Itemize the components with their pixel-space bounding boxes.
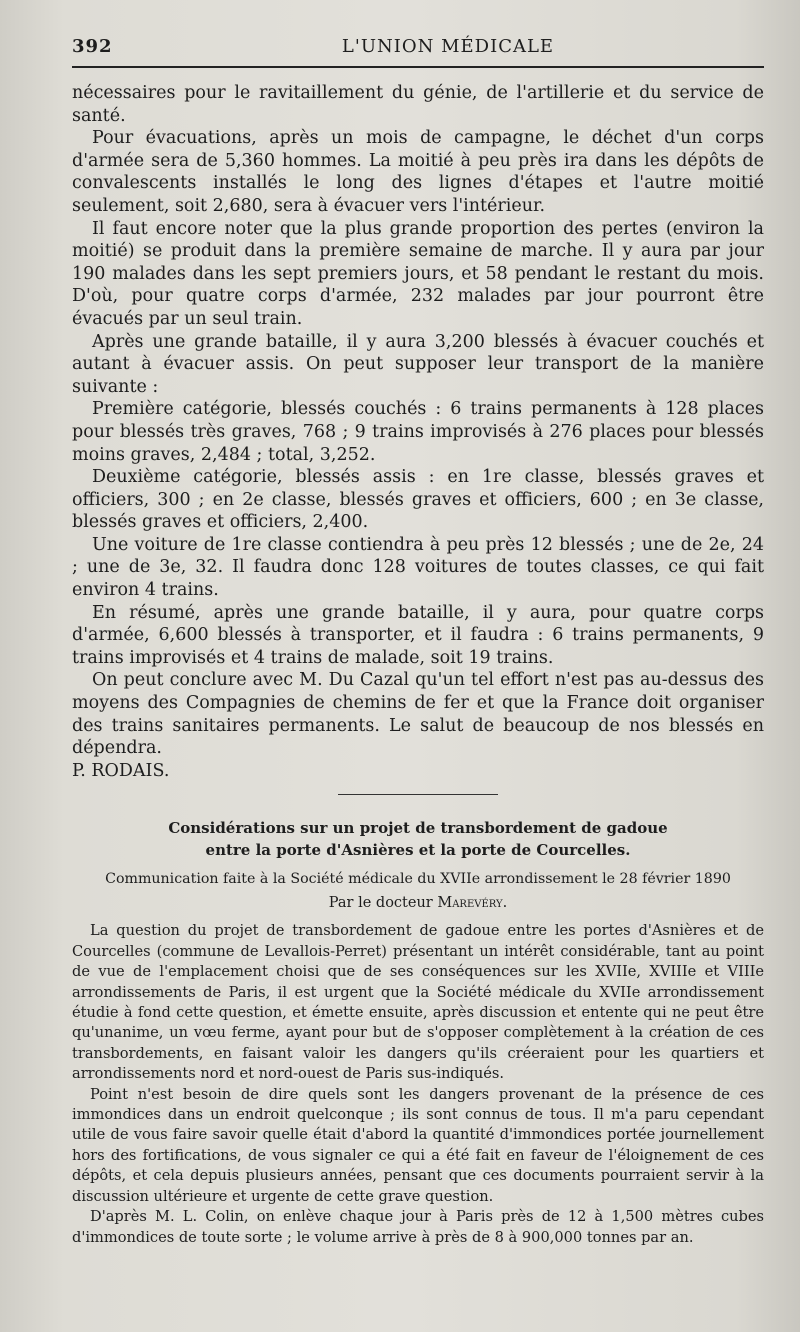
article-text	[72, 921, 764, 1248]
author-prefix: Par le docteur	[328, 895, 433, 912]
article-title-line-2: entre la porte d'Asnières et la porte de Courcelles.	[205, 841, 631, 860]
article-title-line-1: Considérations sur un projet de transbordement de gadoue	[168, 819, 668, 838]
section-separator	[338, 794, 498, 795]
author-name: Marevéry.	[437, 895, 508, 912]
page-number: 392	[72, 36, 113, 57]
author-signature: P. RODAIS.	[72, 760, 170, 781]
article-author	[72, 893, 764, 913]
paragraph: nécessaires pour le ravitaillement du génie, de l'artillerie et du service de santé.	[72, 83, 764, 126]
journal-title: L'UNION MÉDICALE	[341, 36, 555, 57]
paragraph: En résumé, après une grande bataille, il y aura, pour quatre corps d'armée, 6,600 blessés à transporter, et il faudra : 6 trains permanents, 9 trains improvisés et 4 trains de malade, soit 19 trains.	[72, 602, 764, 668]
previous-article-text	[72, 82, 764, 782]
header-rule	[72, 66, 764, 68]
paragraph: Après une grande bataille, il y aura 3,200 blessés à évacuer couchés et autant à évacuer assis. On peut supposer leur transport de la manière suivante :	[72, 331, 764, 397]
paragraph: Deuxième catégorie, blessés assis : en 1re classe, blessés graves et officiers, 300 ; en 2e classe, blessés graves et officiers, 600 ; en 3e classe, blessés graves et officiers, 2,400.	[72, 467, 764, 533]
paragraph: D'après M. L. Colin, on enlève chaque jour à Paris près de 12 à 1,500 mètres cubes d'immondices de toute sorte ; le volume arrive à près de 8 à 900,000 tonnes par an.	[72, 1208, 764, 1246]
running-head	[72, 30, 764, 62]
paragraph: Il faut encore noter que la plus grande proportion des pertes (environ la moitié) se produit dans la première semaine de marche. Il y aura par jour 190 malades dans les sept premiers jours, et 58 pendant le restant du mois. D'où, pour quatre corps d'armée, 232 malades par jour pourront être évacués par un seul train.	[72, 218, 764, 329]
paragraph: La question du projet de transbordement de gadoue entre les portes d'Asnières et de Courcelles (commune de Levallois-Perret) présentant un intérêt considérable, tant au point de vue de l'emplacement choisi que de ses conséquences sur les XVIIe, XVIIIe et VIIIe arrondissements de Paris, il est urgent que la Société médicale du XVIIe arrondissement étudie à fond cette question, et émette ensuite, après discussion et entente qui ne peut être qu'unanime, un vœu ferme, ayant pour but de s'opposer complètement à la création de ces transbordements, en faisant valoir les dangers qu'ils créeraient pour les quartiers et arrondissements nord et nord-ouest de Paris sus-indiqués.	[72, 922, 764, 1083]
paragraph: Point n'est besoin de dire quels sont les dangers provenant de la présence de ces immondices dans un endroit quelconque ; ils sont connus de tous. Il m'a paru cependant utile de vous faire savoir quelle était d'abord la quantité d'immondices portée journellement hors des fortifications, de vous signaler ce qui a été fait en faveur de l'éloignement de ces dépôts, et cela depuis plusieurs années, pensant que ces documents pourraient servir à la discussion ultérieure et urgente de cette grave question.	[72, 1085, 764, 1205]
paragraph: Pour évacuations, après un mois de campagne, le déchet d'un corps d'armée sera de 5,360 hommes. La moitié à peu près ira dans les dépôts de convalescents installés le long des lignes d'étapes et l'autre moitié seulement, soit 2,680, sera à évacuer vers l'intérieur.	[72, 128, 764, 216]
paragraph: Première catégorie, blessés couchés : 6 trains permanents à 128 places pour blessés très graves, 768 ; 9 trains improvisés à 276 places pour blessés moins graves, 2,484 ; total, 3,252.	[72, 399, 764, 465]
paragraph: On peut conclure avec M. Du Cazal qu'un tel effort n'est pas au-dessus des moyens des Compagnies de chemins de fer et que la France doit organiser des trains sanitaires permanents. Le salut de beaucoup de nos blessés en dépendra.	[72, 670, 764, 759]
communication-note: Communication faite à la Société médicale du XVIIe arrondissement le 28 février 1890	[105, 871, 731, 888]
paragraph: Une voiture de 1re classe contiendra à peu près 12 blessés ; une de 2e, 24 ; une de 3e, 32. Il faudra donc 128 voitures de toutes classes, ce qui fait environ 4 trains.	[72, 534, 764, 601]
